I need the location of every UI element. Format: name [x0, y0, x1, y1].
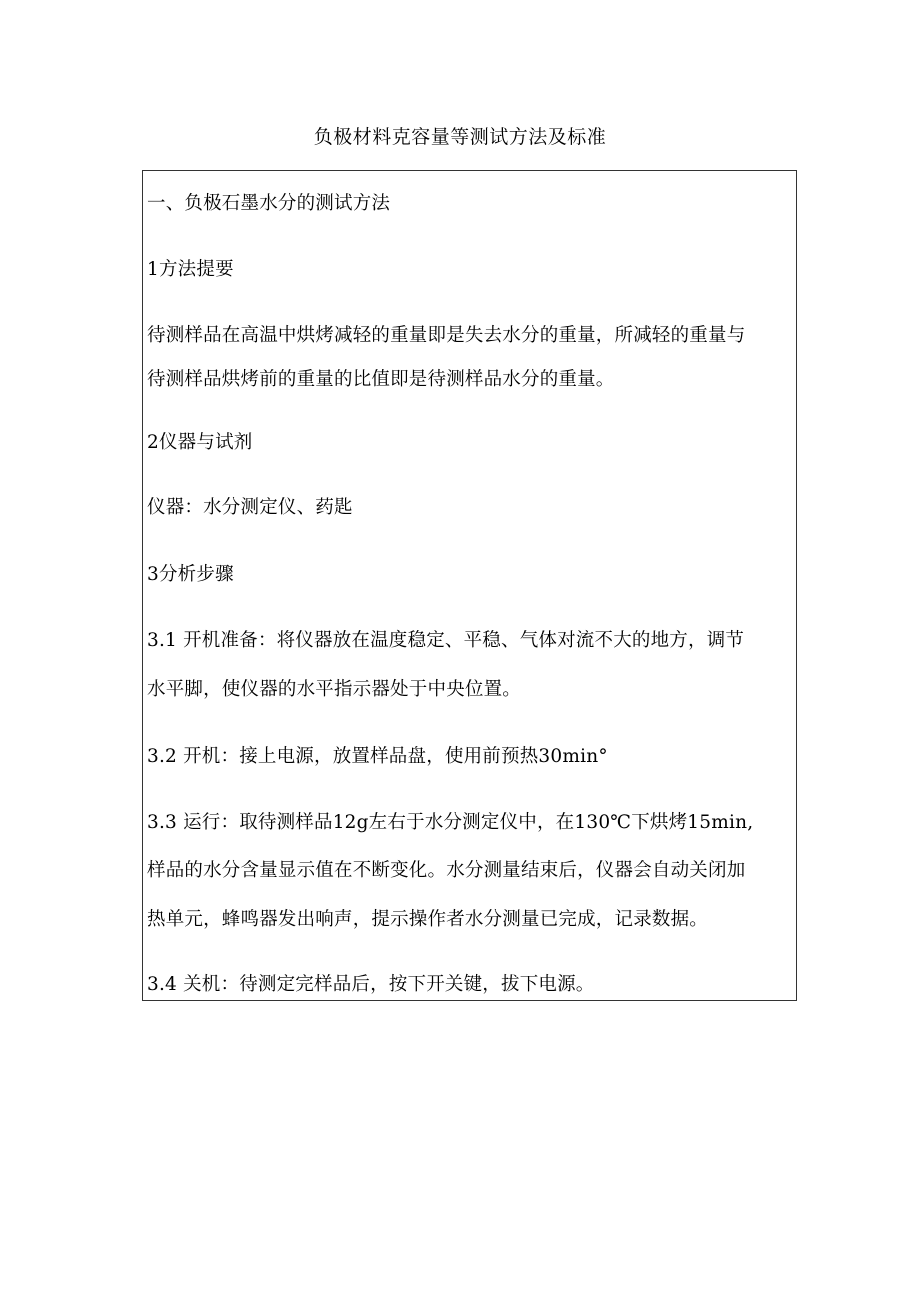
method-summary-text-line2: 待测样品烘烤前的重量的比值即是待测样品水分的重量。 — [147, 369, 615, 390]
step-3-3-line3: 热单元，蜂鸣器发出响声，提示操作者水分测量已完成，记录数据。 — [147, 909, 709, 930]
content-box — [142, 170, 797, 1001]
instruments-text: 仪器：水分测定仪、药匙 — [147, 497, 353, 518]
step-3-3-line2: 样品的水分含量显示值在不断变化。水分测量结束后，仪器会自动关闭加 — [147, 860, 746, 881]
step-3-1-line1: 3.1 开机准备：将仪器放在温度稳定、平稳、气体对流不大的地方，调节 — [147, 630, 745, 651]
analysis-steps-heading: 3分析步骤 — [147, 564, 234, 585]
method-summary-heading: 1方法提要 — [147, 259, 234, 280]
step-3-3-line1: 3.3 运行：取待测样品12g左右于水分测定仪中，在130℃下烘烤15min, — [147, 812, 754, 833]
method-summary-text-line1: 待测样品在高温中烘烤减轻的重量即是失去水分的重量，所减轻的重量与 — [147, 325, 746, 346]
page-title: 负极材料克容量等测试方法及标准 — [313, 126, 607, 148]
section-heading: 一、负极石墨水分的测试方法 — [147, 193, 391, 214]
step-3-1-line2: 水平脚，使仪器的水平指示器处于中央位置。 — [147, 679, 522, 700]
step-3-4: 3.4 关机：待测定完样品后，按下开关键，拔下电源。 — [147, 974, 595, 995]
step-3-2: 3.2 开机：接上电源，放置样品盘，使用前预热30min° — [147, 746, 608, 767]
instruments-heading: 2仪器与试剂 — [147, 432, 253, 453]
